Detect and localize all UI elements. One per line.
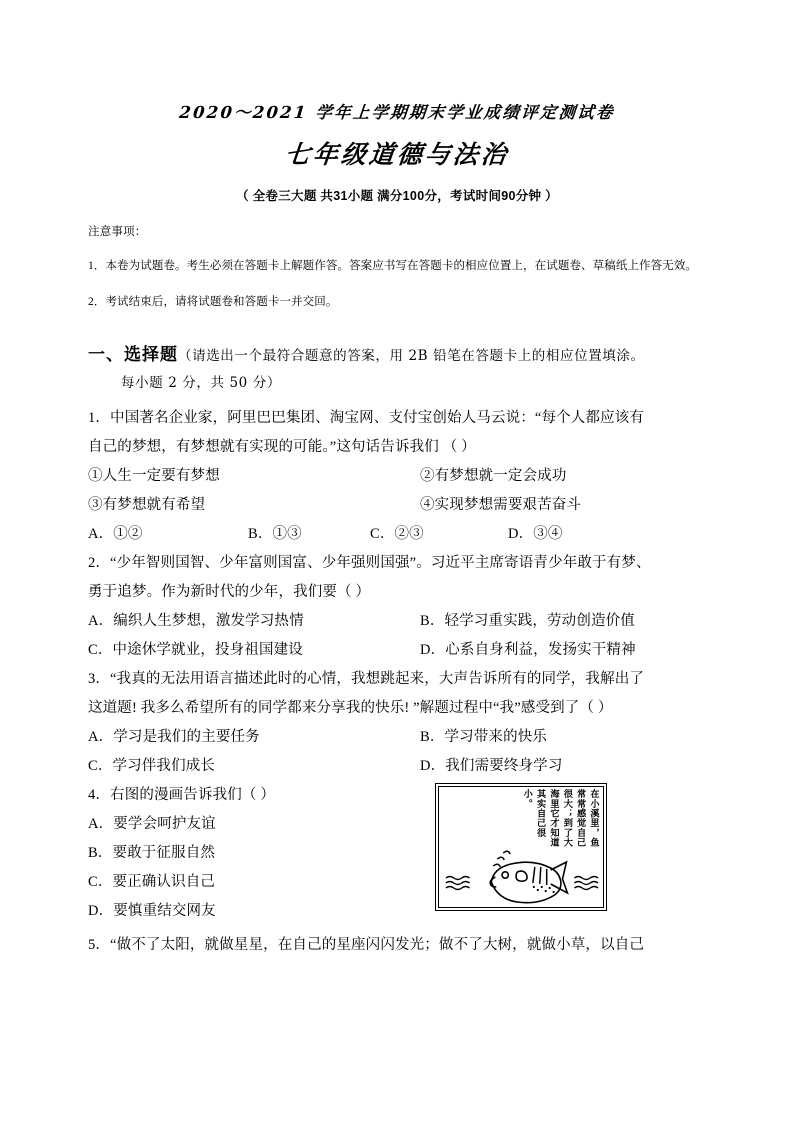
question-1-option-c[interactable]: C．②③ (370, 525, 424, 542)
question-3-option-a[interactable]: A．学习是我们的主要任务 (88, 728, 260, 745)
question-4-option-d[interactable]: D．要慎重结交网友 (88, 902, 216, 919)
page-content (88, 0, 706, 960)
question-1-stem-line-2: 自己的梦想，有梦想就有实现的可能。”这句话告诉我们 （ ） (88, 438, 476, 455)
question-2-stem-line-1: 2．“少年智则国智、少年富则国富、少年强则国强”。习近平主席寄语青少年敢于有梦、 (88, 554, 651, 571)
question-1-statement-3[interactable]: ③有梦想就有希望 (88, 496, 206, 513)
question-3-option-row-2 (88, 752, 706, 781)
subject-title: 七年级道德与法治 (283, 139, 511, 169)
question-1-option-b[interactable]: B．①③ (248, 525, 302, 542)
question-3-option-b[interactable]: B．学习带来的快乐 (420, 728, 548, 745)
section-instruction-line-2: 每小题 2 分，共 50 分） (121, 374, 281, 391)
fish-body-icon (490, 862, 567, 903)
question-2-option-c[interactable]: C．中途休学就业，投身祖国建设 (88, 641, 303, 658)
question-1-statement-row-2 (88, 491, 706, 520)
fish-speckles-icon (533, 886, 555, 893)
section-number: 一、选择题 (88, 344, 178, 364)
section-heading (88, 340, 706, 370)
question-2-option-b[interactable]: B．轻学习重实践，劳动创造价值 (420, 612, 635, 629)
section-instruction-line-1: （请选出一个最符合题意的答案，用 2B 铅笔在答题卡上的相应位置填涂。 (178, 347, 645, 364)
notice-item-1: 1．本卷为试题卷。考生必须在答题卡上解题作答。答案应书写在答题卡的相应位置上，在试题卷、草稿纸上作答无效。 (88, 259, 698, 272)
question-1-stem-line-1: 1．中国著名企业家，阿里巴巴集团、淘宝网、支付宝创始人马云说：“每个人都应该有 (88, 409, 645, 426)
question-4-option-c[interactable]: C．要正确认识自己 (88, 873, 216, 890)
question-5-stem-line-1: 5．“做不了太阳，就做星星，在自己的星座闪闪发光；做不了大树，就做小草，以自己 (88, 936, 645, 953)
notice-item-2: 2．考试结束后，请将试题卷和答题卡一并交回。 (88, 296, 338, 309)
page-title: 2020～2021 学年上学期期末学业成绩评定测试卷 (178, 103, 616, 122)
question-4-stem: 4．右图的漫画告诉我们（ ） (88, 786, 275, 803)
question-4-option-a[interactable]: A．要学会呵护友谊 (88, 815, 216, 832)
question-2-option-row-1 (88, 607, 706, 636)
question-3-option-d[interactable]: D．我们需要终身学习 (420, 757, 563, 774)
cartoon-figure (435, 783, 607, 911)
question-1-statement-row-1 (88, 462, 706, 491)
water-wave-right-icon (574, 876, 598, 889)
question-2-option-d[interactable]: D．心系自身利益，发扬实干精神 (420, 641, 636, 658)
water-wave-left-icon (446, 876, 470, 889)
question-1-statement-1[interactable]: ①人生一定要有梦想 (88, 467, 220, 484)
question-1-option-d[interactable]: D．③④ (508, 525, 563, 542)
question-3-option-c[interactable]: C．学习伴我们成长 (88, 757, 216, 774)
question-3-option-row-1 (88, 723, 706, 752)
fish-stripes-icon (533, 867, 547, 885)
exam-meta-line: （ 全卷三大题 共31小题 满分100分，考试时间90分钟 ） (236, 188, 558, 203)
question-3-stem-line-1: 3．“我真的无法用语言描述此时的心情，我想跳起来，大声告诉所有的同学，我解出了 (88, 670, 645, 687)
question-1-statement-2[interactable]: ②有梦想就一定会成功 (420, 467, 567, 484)
question-4-block (88, 781, 706, 931)
notice-heading: 注意事项： (88, 225, 147, 238)
question-1-option-row (88, 520, 706, 549)
question-4-option-b[interactable]: B．要敢于征服自然 (88, 844, 216, 861)
question-3-stem-line-2: 这道题! 我多么希望所有的同学都来分享我的快乐! ”解题过程中“我”感受到了（ ） (88, 699, 613, 716)
question-4-text-column (88, 781, 418, 926)
question-1-option-a[interactable]: A．①② (88, 525, 143, 542)
question-1-statement-4[interactable]: ④实现梦想需要艰苦奋斗 (420, 496, 582, 513)
question-2-stem-line-2: 勇于追梦。作为新时代的少年，我们要（ ） (88, 583, 371, 600)
cartoon-caption-vertical: 在小溪里，鱼常常感觉自己很大；到了大海里它才知道其实自己很小。 (521, 788, 599, 847)
question-2-option-row-2 (88, 636, 706, 665)
question-2-option-a[interactable]: A．编织人生梦想，激发学习热情 (88, 612, 304, 629)
fish-illustration-icon (436, 848, 606, 906)
